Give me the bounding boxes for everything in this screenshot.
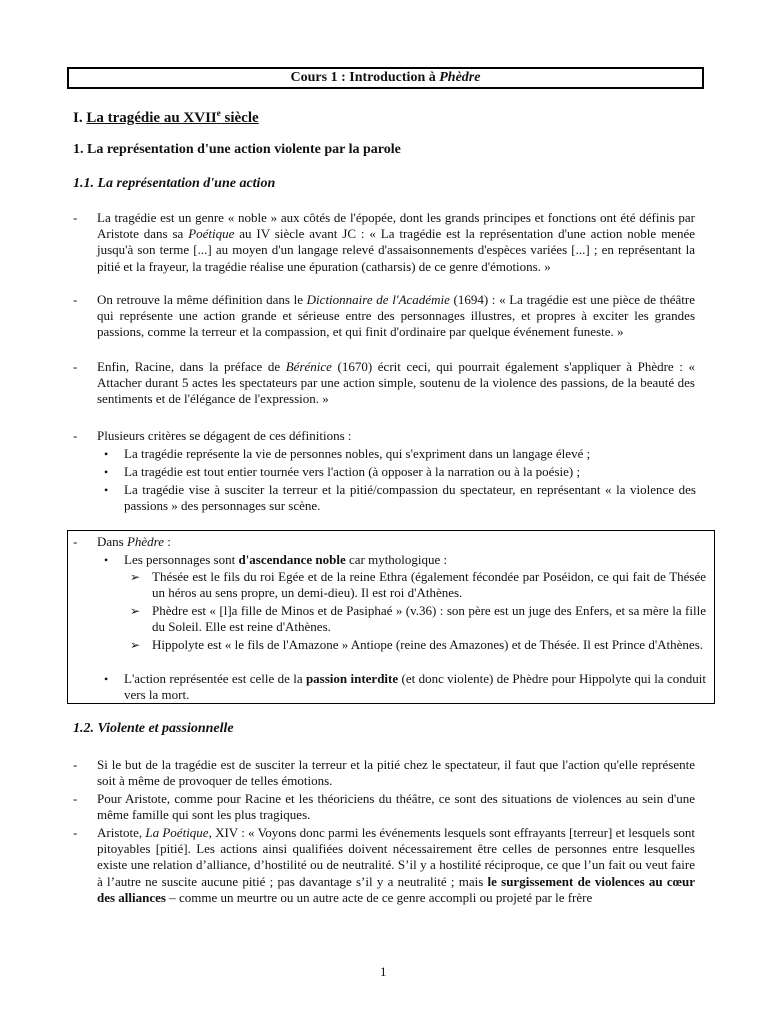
text: Enfin, Racine, dans la préface de [97,359,286,374]
dash-marker: - [73,791,78,806]
arrow-item-phedre: Phèdre est « [l]a fille de Minos et de Pasiphaé » (v.36) : son père est un juge des Enfers, et sa mère la fille du Soleil. Elle est reine d'Athènes. [152,603,706,634]
dash-marker: - [73,210,78,225]
text: Dans [97,534,127,549]
paragraph-criteres: Plusieurs critères se dégagent de ces définitions : [97,428,352,443]
dash-marker: - [73,428,78,443]
arrow-item-thesee: Thésée est le fils du roi Egée et de la reine Ethra (également fécondée par Poséidon, ce qui fait de Thésée un héros au sens propre, un demi-dieu). Il est roi d'Athènes. [152,569,706,600]
text-italic: La Poétique [145,825,209,840]
text-italic: Bérénice [285,359,332,374]
section-title-end: siècle [220,110,259,126]
paragraph-aristote [97,210,695,275]
subsection-heading-1-1: 1.1. La représentation d'une action [73,176,276,191]
text: L'action représentée est celle de la [124,671,306,686]
section-title-sup: e [216,108,221,118]
text-italic: Phèdre [126,534,165,549]
course-title-text: Cours 1 : Introduction à [290,70,440,85]
box-bullet-noble [124,552,704,568]
bullet-marker: • [104,553,109,567]
dash-marker: - [73,292,78,307]
bullet-marker: • [104,672,109,686]
section-title-underlined [86,110,258,126]
section-number: I. [73,110,83,126]
paragraph-academie [97,292,695,341]
text-bold: le surgissement de violences au cœur des alliances [97,873,696,905]
arrow-bullet-icon: ➢ [130,638,141,652]
paragraph-aristote-racine: Pour Aristote, comme pour Racine et les théoriciens du théâtre, ce sont des situations de violences au sein d'une même famille qui sont les plus tragiques. [97,791,695,823]
text: On retrouve la même définition dans le [97,292,307,307]
text: , XIV : « Voyons donc parmi les événements lesquels sont effrayants [terreur] et lesquels sont pitoyables [pitié]. Les actions ainsi qualifiées doivent nécessairement être celles de personnes entre lesquelles existe une relation d’alliance, d’hostilité ou de neutralité. S’il y a hostilité réciproque, ce que l’un fait ou veut faire à l’autre ne suscite aucune pitié ; pas davantage s’il y a neutralité ; mais [97,825,696,889]
paragraph-racine [97,359,695,408]
text: car mythologique : [345,552,448,567]
text: au IV siècle avant JC : « La tragédie est la représentation d'une action noble menée jusqu'à son terme [...] au moyen d'un langage relevé d'assaisonnements d'espèces variées [...] ; en représentant la pitié et la frayeur, la tragédie réalise une épuration (catharsis) de ce genre d'émotions. » [97,226,695,274]
section-title-text: La tragédie au XVII [86,110,217,126]
paragraph-poetique-xiv [97,825,695,906]
dash-marker: - [73,757,78,772]
criteria-bullet-2: La tragédie est tout entier tournée vers l'action (à opposer à la narration ou à la poésie) ; [124,464,581,479]
bullet-marker: • [104,483,109,497]
text: (1670) écrit ceci, qui pourrait également s'appliquer à Phèdre : « Attacher durant 5 actes les spectateurs par une action simple, soutenu de la violence des passions, de la beauté des sentiments et de l'élégance de l'expression. » [97,359,695,407]
subsection-heading-1: 1. La représentation d'une action violente par la parole [73,142,401,157]
dash-marker: - [73,534,78,549]
text-bold: passion interdite [305,671,399,686]
arrow-item-hippolyte: Hippolyte est « le fils de l'Amazone » Antiope (reine des Amazones) et de Thésée. Il est Prince d'Athènes. [152,637,704,652]
paragraph-but-tragedie: Si le but de la tragédie est de susciter la terreur et la pitié chez le spectateur, il faut que l'action qu'elle représente soit à même de provoquer de telles émotions. [97,757,695,789]
arrow-bullet-icon: ➢ [130,570,141,584]
text: (1694) : « La tragédie est une pièce de théâtre qui représente une action grande et sérieuse entre des personnages illustres, et propres à exciter les grandes passions, comme la terreur et la compassion, et qui finit d'ordinaire par quelque événement funeste. » [97,292,695,340]
bullet-marker: • [104,465,109,479]
criteria-bullet-3: La tragédie vise à susciter la terreur et la pitié/compassion du spectateur, en représentant « la violence des passions » des personnages sur scène. [124,482,696,513]
box-intro [97,534,695,550]
page-number: 1 [380,964,387,979]
text: (et donc violente) de Phèdre pour Hippolyte qui la conduit vers la mort. [124,671,707,702]
text-italic: Dictionnaire de l'Académie [306,292,450,307]
course-title-italic: Phèdre [439,70,481,85]
subsection-heading-1-2: 1.2. Violente et passionnelle [73,721,234,736]
section-heading-1 [73,108,259,127]
course-title-box [67,67,704,89]
text: Aristote, [97,825,146,840]
bullet-marker: • [104,447,109,461]
text: – comme un meurtre ou un autre acte de ce genre accompli ou projeté par le frère [165,889,593,905]
box-bullet-passion [124,671,706,703]
dash-marker: - [73,825,78,840]
text: : [164,534,171,549]
text: Les personnages sont [124,552,239,567]
arrow-bullet-icon: ➢ [130,604,141,618]
text-italic: Poétique [188,226,235,242]
text: La tragédie est un genre « noble » aux côtés de l'épopée, dont les grands principes et fonctions ont été définis par Aristote dans sa [97,210,695,242]
text-bold: d'ascendance noble [238,552,346,567]
criteria-bullet-1: La tragédie représente la vie de personnes nobles, qui s'expriment dans un langage élevé ; [124,446,591,461]
dash-marker: - [73,359,78,374]
